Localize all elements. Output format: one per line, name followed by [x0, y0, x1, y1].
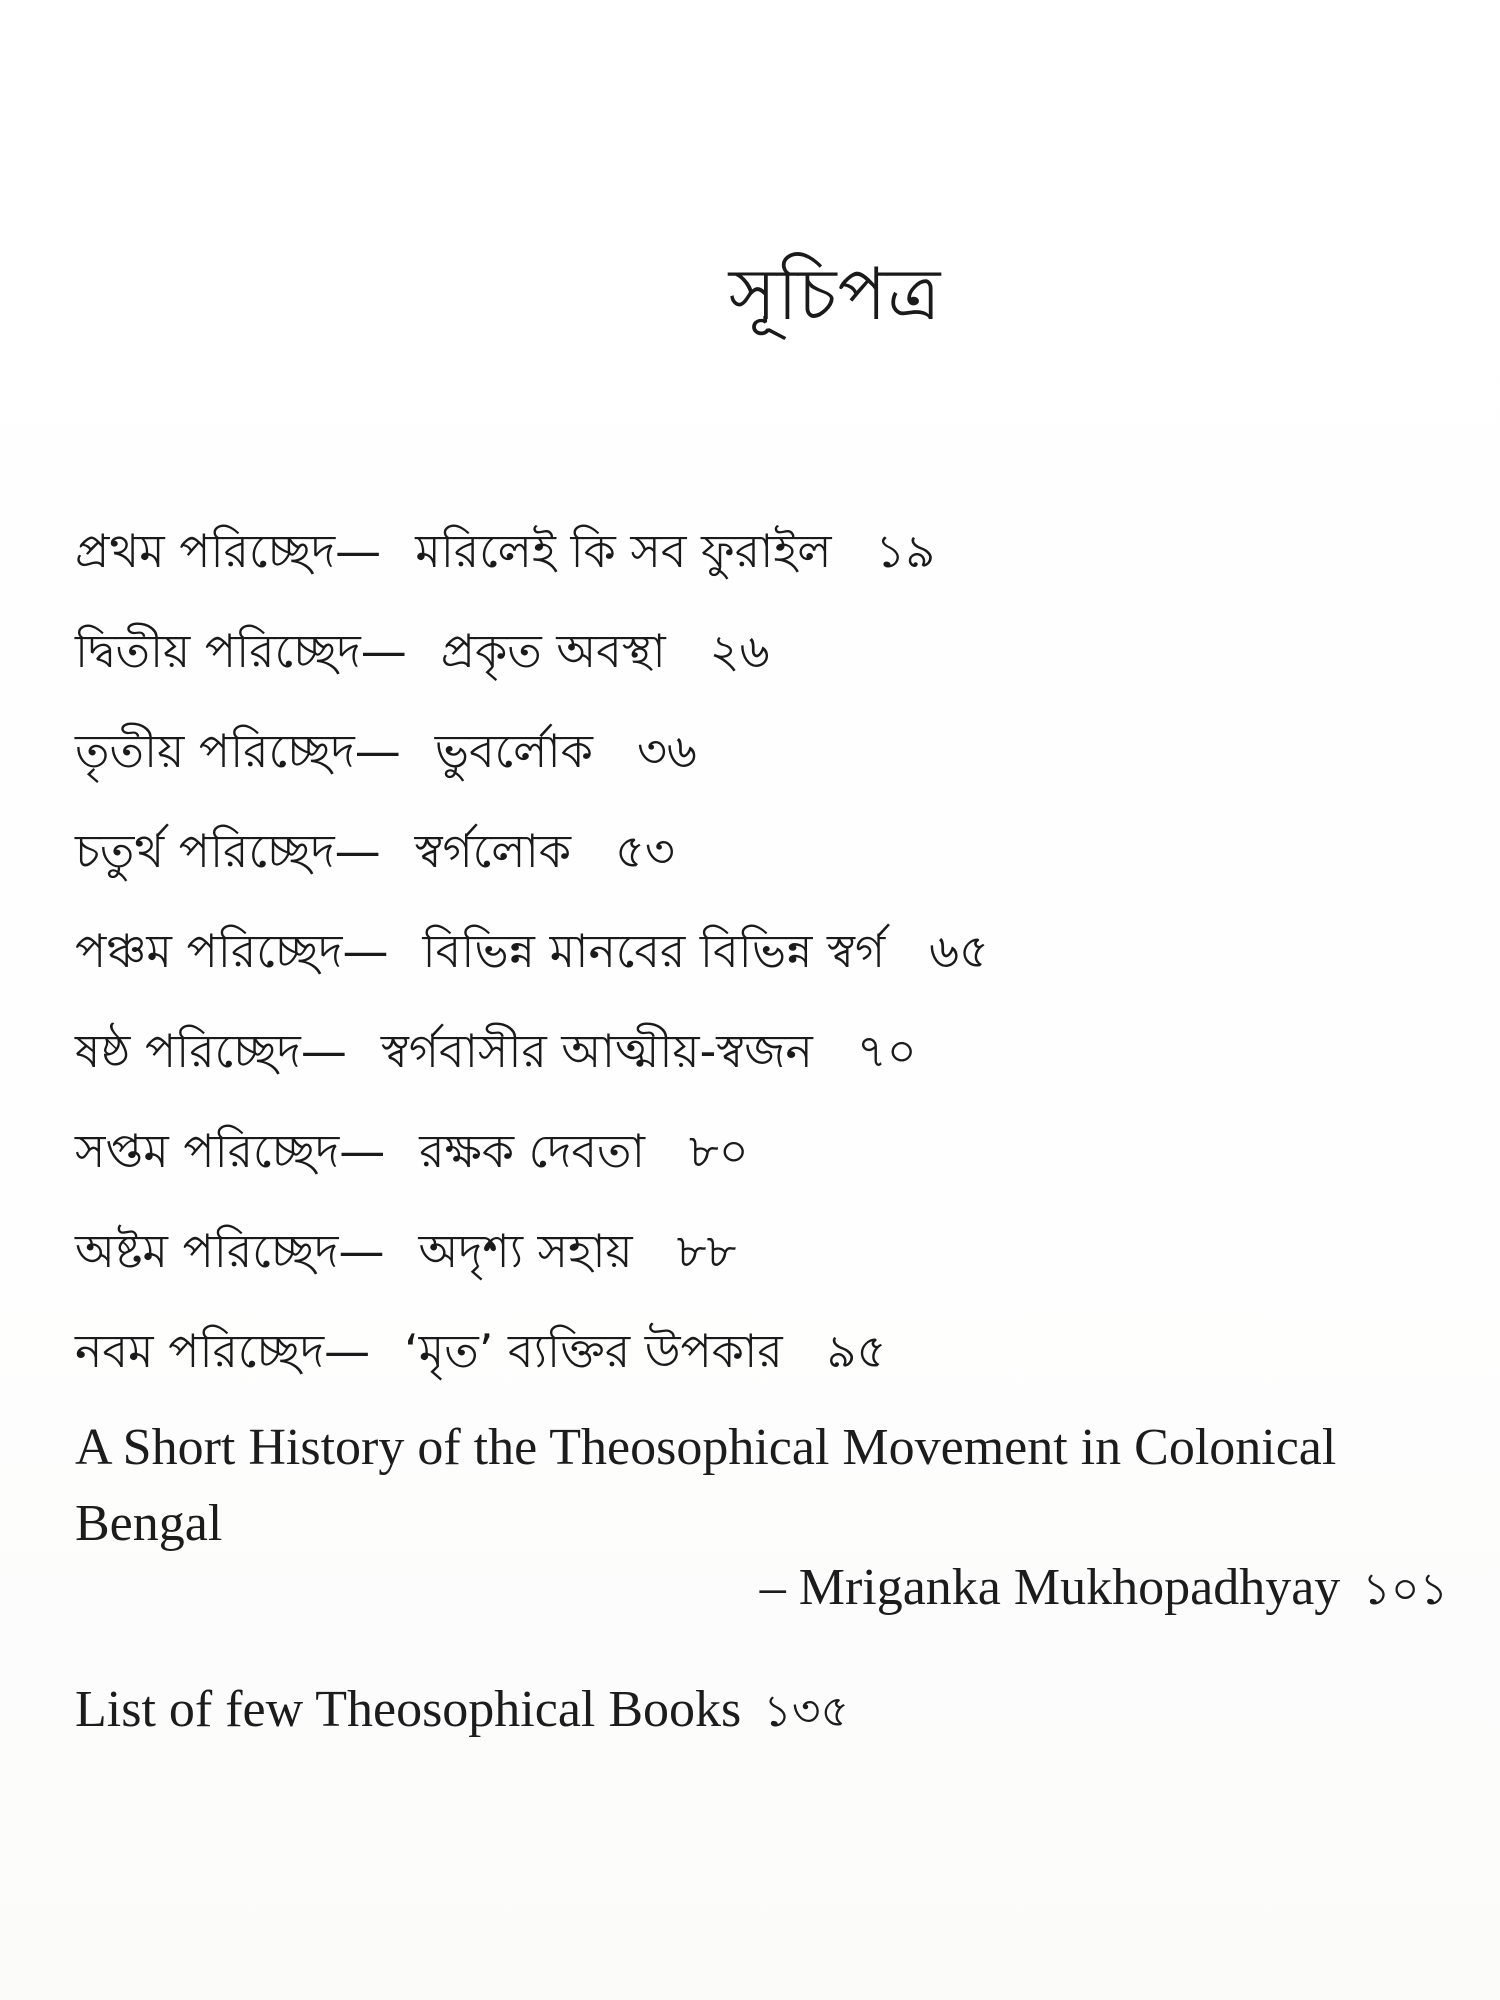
author-name: – Mriganka Mukhopadhyay: [759, 1559, 1341, 1616]
page-number: ৮৮: [676, 1224, 737, 1278]
book-list-entry: [75, 1672, 849, 1750]
book-list-title: List of few Theosophical Books: [75, 1681, 742, 1738]
chapter-title: ‘মৃত’ ব্যক্তির উপকার: [404, 1324, 783, 1378]
page-number: ৫৩: [615, 824, 675, 878]
table-of-contents: [75, 505, 1475, 1405]
page-number: ১৯: [875, 524, 936, 578]
chapter-title: মরিলেই কি সব ফুরাইল: [415, 524, 832, 578]
page-number: ৯৫: [826, 1324, 887, 1378]
toc-entry: [75, 505, 1475, 605]
chapter-title: ভুবর্লোক: [434, 724, 593, 778]
chapter-title: স্বর্গলোক: [414, 824, 572, 878]
chapter-number: চতুর্থ পরিচ্ছেদ—: [75, 824, 381, 878]
page-title: সূচিপত্র: [728, 252, 942, 336]
toc-entry: [75, 805, 1475, 905]
chapter-number: অষ্টম পরিচ্ছেদ—: [75, 1224, 385, 1278]
chapter-number: পঞ্চম পরিচ্ছেদ—: [75, 924, 389, 978]
toc-entry: [75, 1005, 1475, 1105]
chapter-number: প্রথম পরিচ্ছেদ—: [75, 524, 382, 578]
toc-entry: [75, 1305, 1475, 1405]
page-number: ৭০: [856, 1024, 917, 1078]
page-number: ১০১: [1362, 1564, 1448, 1615]
chapter-title: স্বর্গবাসীর আত্মীয়-স্বজন: [380, 1024, 813, 1078]
toc-entry: [75, 605, 1475, 705]
chapter-number: দ্বিতীয় পরিচ্ছেদ—: [75, 624, 407, 678]
page-number: ৬৫: [929, 924, 989, 978]
chapter-title: বিভিন্ন মানবের বিভিন্ন স্বর্গ: [422, 924, 886, 978]
toc-entry: [75, 905, 1475, 1005]
toc-entry: [75, 1105, 1475, 1205]
page-number: ২৬: [709, 624, 770, 678]
history-essay-title: A Short History of the Theosophical Movement in Colonical Bengal: [75, 1419, 1337, 1552]
chapter-title: প্রকৃত অবস্থা: [440, 624, 666, 678]
chapter-title: রক্ষক দেবতা: [419, 1124, 645, 1178]
page-number: ৮০: [688, 1124, 749, 1178]
chapter-number: তৃতীয় পরিচ্ছেদ—: [75, 724, 401, 778]
history-author-line: [0, 1550, 1448, 1628]
toc-entry: [75, 1205, 1475, 1305]
chapter-number: নবম পরিচ্ছেদ—: [75, 1324, 371, 1378]
chapter-number: সপ্তম পরিচ্ছেদ—: [75, 1124, 386, 1178]
toc-entry: [75, 705, 1475, 805]
page-number: ১৩৫: [763, 1686, 849, 1737]
chapter-number: ষষ্ঠ পরিচ্ছেদ—: [75, 1024, 347, 1078]
page-number: ৩৬: [636, 724, 697, 778]
chapter-title: অদৃশ্য সহায়: [418, 1224, 633, 1278]
